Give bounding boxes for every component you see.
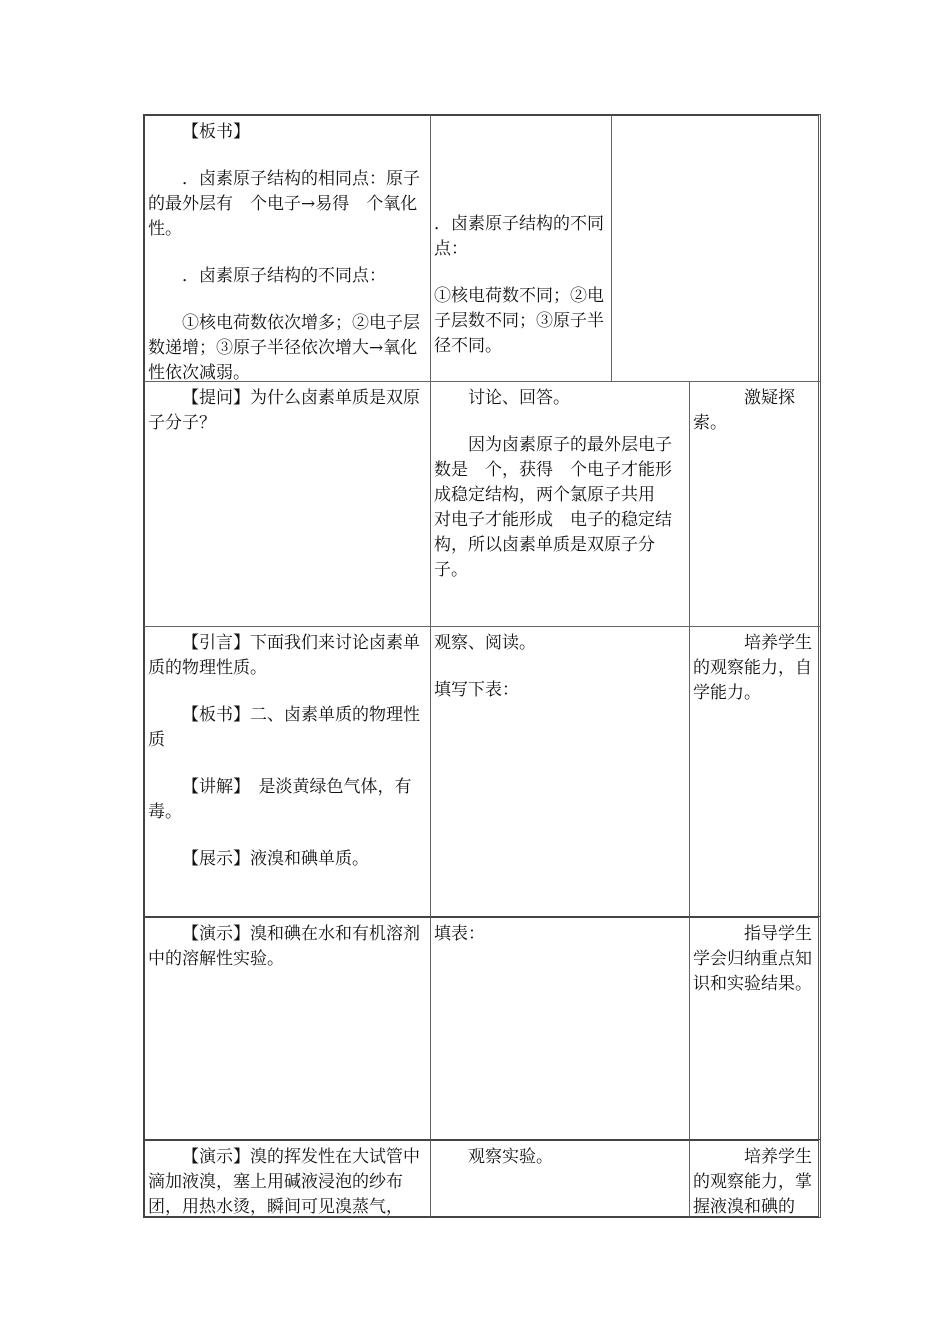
cell-text: 【引言】下面我们来讨论卤素单质的物理性质。 bbox=[148, 633, 420, 678]
design-intent-cell bbox=[689, 1139, 821, 1218]
table-row bbox=[143, 114, 821, 382]
cell-text: ．卤素原子结构的不同点： bbox=[434, 214, 604, 259]
cell-text: 指导学生学会归纳重点知识和实验结果。 bbox=[693, 924, 812, 994]
cell-text: 填表： bbox=[434, 924, 485, 944]
cell-text: ①核电荷数不同；②电子层数不同；③原子半径不同。 bbox=[434, 286, 604, 356]
cell-text: ．卤素原子结构的相同点：原子的最外层有 个电子→易得 个氧化性。 bbox=[148, 169, 420, 239]
cell-text: 观察实验。 bbox=[468, 1147, 553, 1167]
cell-text: 因为卤素原子的最外层电子数是 个，获得 个电子才能形成稳定结构，两个氯原子共用 对电子才能形成 电子的稳定结构，所以卤素单质是双原子分子。 bbox=[434, 435, 672, 580]
student-activity-cell bbox=[430, 626, 690, 917]
teacher-activity-cell bbox=[143, 381, 431, 627]
cell-text: 讨论、回答。 bbox=[468, 388, 570, 408]
student-activity-cell bbox=[430, 1139, 690, 1218]
student-activity-cell bbox=[430, 916, 690, 1140]
design-intent-cell bbox=[611, 114, 821, 382]
table-row bbox=[143, 381, 821, 627]
teacher-activity-cell bbox=[143, 114, 431, 382]
student-activity-cell bbox=[430, 381, 690, 627]
cell-text: 【板书】二、卤素单质的物理性质 bbox=[148, 705, 420, 750]
student-activity-cell bbox=[430, 114, 612, 382]
cell-text: 【演示】溴的挥发性在大试管中滴加液溴，塞上用碱液浸泡的纱布团，用热水烫，瞬间可见溴蒸气， bbox=[148, 1147, 420, 1217]
cell-text: 【讲解】 是淡黄绿色气体，有毒。 bbox=[148, 777, 412, 822]
teacher-activity-cell bbox=[143, 916, 431, 1140]
cell-text: 观察、阅读。 bbox=[434, 633, 536, 653]
cell-text: ①核电荷数依次增多；②电子层数递增；③原子半径依次增大→氧化性依次减弱。 bbox=[148, 313, 420, 382]
teacher-activity-cell bbox=[143, 1139, 431, 1218]
cell-text: ．卤素原子结构的不同点： bbox=[182, 266, 386, 286]
table-row bbox=[143, 1139, 821, 1218]
cell-text: 激疑探索。 bbox=[693, 388, 795, 433]
teacher-activity-cell bbox=[143, 626, 431, 917]
design-intent-cell bbox=[689, 626, 821, 917]
cell-text: 培养学生的观察能力，自学能力。 bbox=[693, 633, 812, 703]
cell-text: 填写下表： bbox=[434, 680, 519, 700]
table-row bbox=[143, 626, 821, 917]
cell-text: 【展示】液溴和碘单质。 bbox=[182, 849, 369, 869]
design-intent-cell bbox=[689, 381, 821, 627]
cell-text: 【演示】溴和碘在水和有机溶剂中的溶解性实验。 bbox=[148, 924, 420, 969]
cell-text: 【提问】为什么卤素单质是双原子分子？ bbox=[148, 388, 420, 433]
cell-text: 【板书】 bbox=[182, 122, 250, 142]
design-intent-cell bbox=[689, 916, 821, 1140]
table-row bbox=[143, 916, 821, 1140]
cell-text: 培养学生的观察能力，掌握液溴和碘的 bbox=[693, 1147, 812, 1217]
